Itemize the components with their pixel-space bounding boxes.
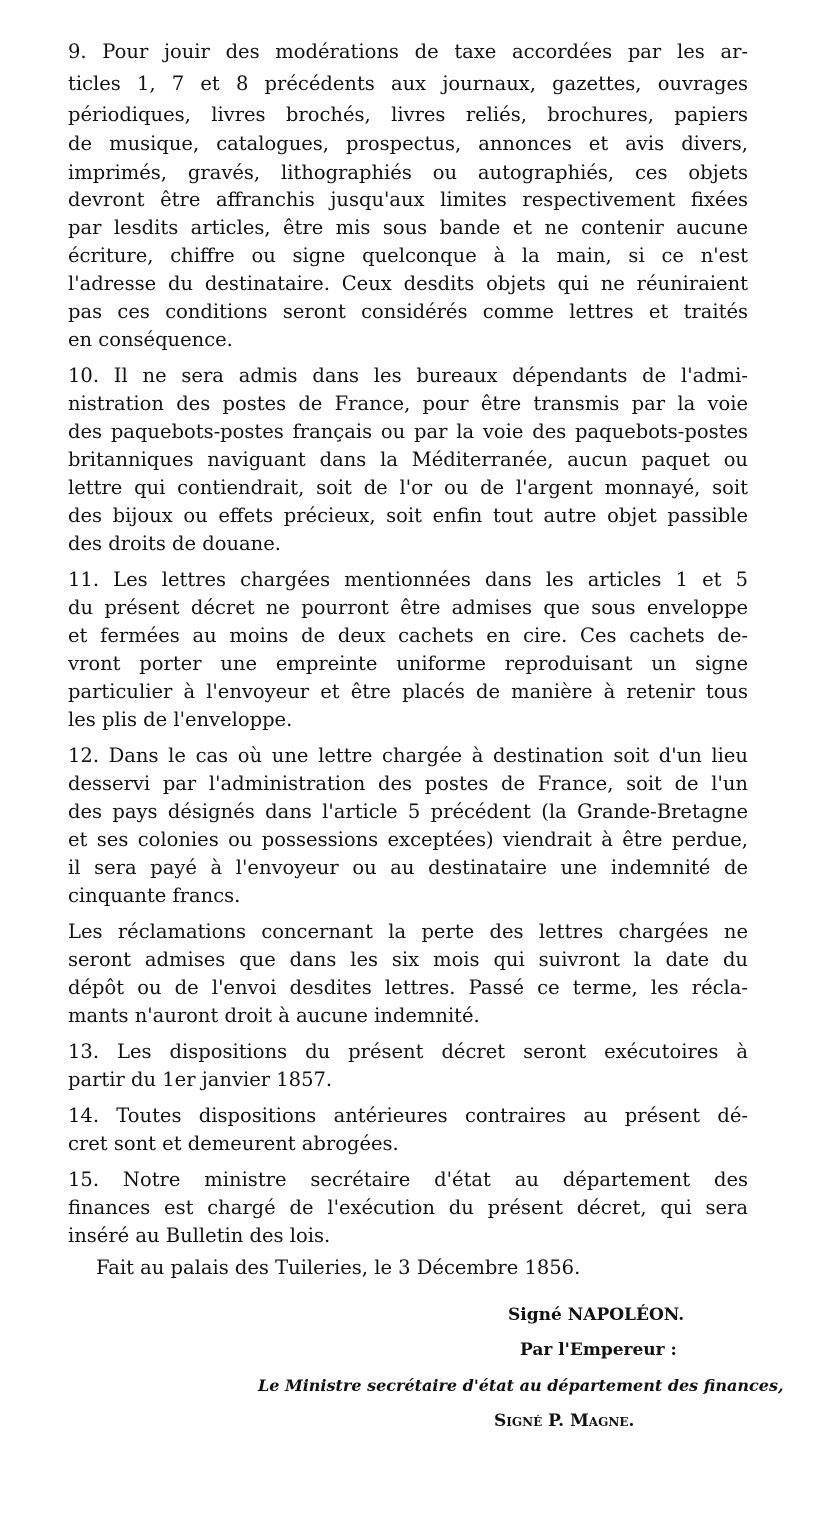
text-line: par lesdits articles, être mis sous bande et ne contenir aucune	[68, 216, 748, 239]
text-line: nistration des postes de France, pour être transmis par la voie	[68, 392, 748, 415]
text-line: 12. Dans le cas où une lettre chargée à destination soit d'un lieu	[68, 744, 748, 767]
text-line: du présent décret ne pourront être admises que sous enveloppe	[68, 596, 748, 619]
text-line: cinquante francs.	[68, 884, 241, 907]
text-line: et fermées au moins de deux cachets en cire. Ces cachets de-	[68, 624, 748, 647]
text-line: 10. Il ne sera admis dans les bureaux dépendants de l'admi-	[68, 364, 748, 387]
text-line: des pays désignés dans l'article 5 précédent (la Grande-Bretagne	[68, 800, 748, 823]
text-line: partir du 1er janvier 1857.	[68, 1068, 333, 1091]
text-line: lettre qui contiendrait, soit de l'or ou de l'argent monnayé, soit	[68, 476, 748, 499]
text-line: cret sont et demeurent abrogées.	[68, 1132, 399, 1155]
text-line: 13. Les dispositions du présent décret seront exécutoires à	[68, 1040, 748, 1063]
signature-minister: Signé P. Magne.	[494, 1411, 635, 1431]
text-line: pas ces conditions seront considérés comme lettres et traités	[68, 300, 748, 323]
text-line: ticles 1, 7 et 8 précédents aux journaux, gazettes, ouvrages	[68, 72, 748, 95]
text-line: l'adresse du destinataire. Ceux desdits objets qui ne réuniraient	[68, 272, 748, 295]
text-line: seront admises que dans les six mois qui suivront la date du	[68, 948, 748, 971]
minister-title: Le Ministre secrétaire d'état au département des finances,	[258, 1376, 784, 1395]
text-line: mants n'auront droit à aucune indemnité.	[68, 1004, 480, 1027]
text-line: 15. Notre ministre secrétaire d'état au département des	[68, 1168, 748, 1191]
text-line: les plis de l'enveloppe.	[68, 708, 293, 731]
by-emperor-line: Par l'Empereur :	[520, 1340, 677, 1360]
text-line: des droits de douane.	[68, 532, 281, 555]
text-line: périodiques, livres brochés, livres reliés, brochures, papiers	[68, 103, 748, 126]
text-line: inséré au Bulletin des lois.	[68, 1224, 331, 1247]
text-line: des bijoux ou effets précieux, soit enfin tout autre objet passible	[68, 504, 748, 527]
text-line: 9. Pour jouir des modérations de taxe accordées par les ar-	[68, 40, 748, 63]
text-line: en conséquence.	[68, 328, 233, 351]
signature-emperor: Signé NAPOLÉON.	[508, 1305, 685, 1325]
text-line: particulier à l'envoyeur et être placés de manière à retenir tous	[68, 680, 748, 703]
text-line: britanniques naviguant dans la Méditerranée, aucun paquet ou	[68, 448, 748, 471]
text-line: dépôt ou de l'envoi desdites lettres. Passé ce terme, les récla-	[68, 976, 748, 999]
text-line: devront être affranchis jusqu'aux limites respectivement fixées	[68, 188, 748, 211]
text-line: des paquebots-postes français ou par la voie des paquebots-postes	[68, 420, 748, 443]
text-line: desservi par l'administration des postes de France, soit de l'un	[68, 772, 748, 795]
text-line: vront porter une empreinte uniforme reproduisant un signe	[68, 652, 748, 675]
text-line: 14. Toutes dispositions antérieures contraires au présent dé-	[68, 1104, 748, 1127]
text-line: Les réclamations concernant la perte des lettres chargées ne	[68, 920, 748, 943]
text-line: 11. Les lettres chargées mentionnées dans les articles 1 et 5	[68, 568, 748, 591]
text-line: finances est chargé de l'exécution du présent décret, qui sera	[68, 1196, 748, 1219]
dated-closing: Fait au palais des Tuileries, le 3 Décembre 1856.	[96, 1256, 581, 1279]
text-line: il sera payé à l'envoyeur ou au destinataire une indemnité de	[68, 856, 748, 879]
text-line: et ses colonies ou possessions exceptées) viendrait à être perdue,	[68, 828, 748, 851]
text-line: de musique, catalogues, prospectus, annonces et avis divers,	[68, 132, 748, 155]
text-line: écriture, chiffre ou signe quelconque à la main, si ce n'est	[68, 244, 748, 267]
text-line: imprimés, gravés, lithographiés ou autographiés, ces objets	[68, 161, 748, 184]
